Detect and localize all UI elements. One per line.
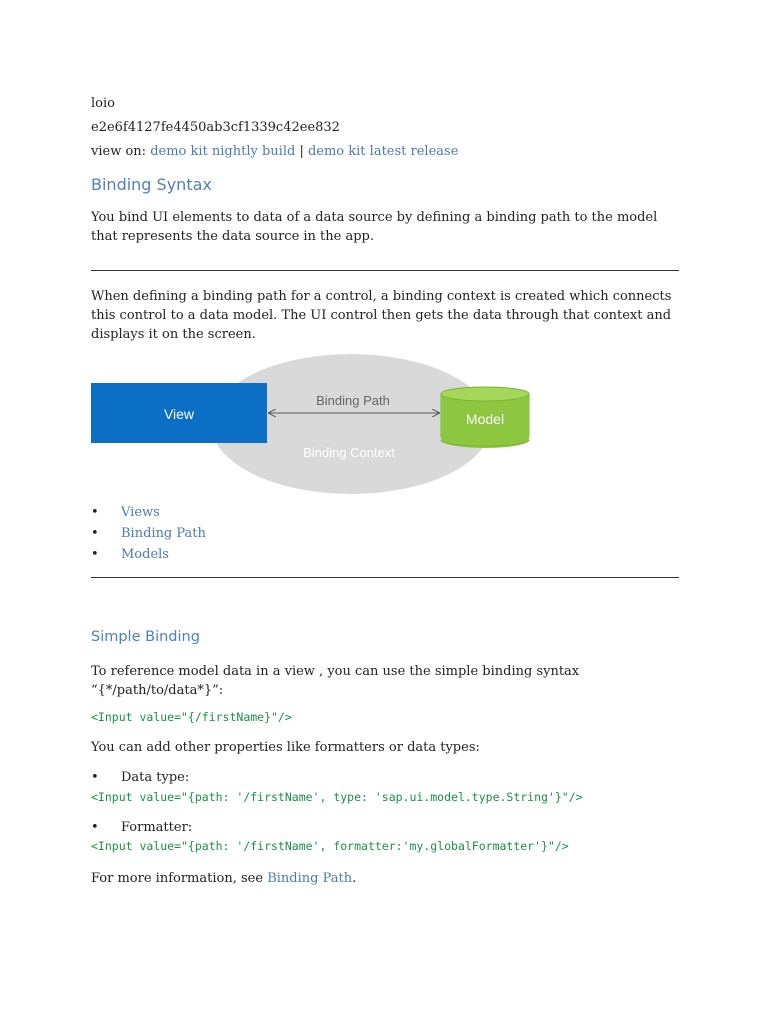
link-models[interactable]: Models xyxy=(121,547,169,562)
binding-path-label: Binding Path xyxy=(316,393,390,408)
simple-binding-heading-wrap xyxy=(91,626,200,648)
formatter-list xyxy=(91,818,192,837)
code-formatter: <Input value="{path: '/firstName', formatter:'my.globalFormatter'}"/> xyxy=(91,839,569,853)
binding-context-label: Binding Context xyxy=(303,445,395,460)
formatter-item-wrap xyxy=(91,818,192,837)
simple-binding-title: Simple Binding xyxy=(91,629,200,645)
view-on-line xyxy=(91,140,458,163)
intro-paragraph: You bind UI elements to data of a data source by defining a binding path to the model that represents the data source in the app. xyxy=(91,210,658,244)
data-type-label: Data type: xyxy=(121,770,190,785)
list-item xyxy=(91,818,192,837)
bullet-icon: • xyxy=(91,547,99,562)
code-formatter-wrap xyxy=(91,837,569,855)
loio-id: e2e6f4127fe4450ab3cf1339c42ee832 xyxy=(91,120,340,135)
data-type-item-wrap xyxy=(91,768,189,787)
more-info-prefix: For more information, see xyxy=(91,871,264,886)
code-data-type: <Input value="{path: '/firstName', type: 'sap.ui.model.type.String'}"/> xyxy=(91,790,583,804)
simple-binding-intro-wrap xyxy=(91,662,679,700)
divider-2-wrap xyxy=(91,577,679,578)
bullet-icon: • xyxy=(91,820,99,835)
intro-paragraph-wrap xyxy=(91,208,679,246)
model-label: Model xyxy=(465,411,505,427)
list-item xyxy=(91,544,206,565)
link-binding-path[interactable]: Binding Path xyxy=(121,526,206,541)
list-item xyxy=(91,523,206,544)
divider-2 xyxy=(91,577,679,578)
binding-syntax-heading-wrap xyxy=(91,173,212,197)
loio-id-line xyxy=(91,116,340,139)
bullet-icon: • xyxy=(91,770,99,785)
loio-label: loio xyxy=(91,96,115,111)
topic-links-list xyxy=(91,502,206,565)
binding-diagram xyxy=(91,354,679,494)
bullet-icon: • xyxy=(91,505,99,520)
properties-text: You can add other properties like formatters or data types: xyxy=(91,740,480,755)
simple-binding-intro-line1: To reference model data in a view , you can use the simple binding syntax xyxy=(91,664,580,679)
view-on-label: view on: xyxy=(91,144,147,159)
properties-text-wrap xyxy=(91,738,480,757)
list-item xyxy=(91,502,206,523)
more-info-binding-path-link[interactable]: Binding Path xyxy=(267,871,353,886)
demo-kit-nightly-link[interactable]: demo kit nightly build xyxy=(150,144,296,159)
data-type-list xyxy=(91,768,189,787)
formatter-label: Formatter: xyxy=(121,820,193,835)
divider-1-wrap xyxy=(91,270,679,271)
view-label: View xyxy=(163,406,195,422)
divider-1 xyxy=(91,270,679,271)
code-simple: <Input value="{/firstName}"/> xyxy=(91,710,292,724)
context-paragraph: When defining a binding path for a control, a binding context is created which connects this control to a data model. The UI control then gets the data through that context and displays it on the screen. xyxy=(91,289,672,342)
bullet-icon: • xyxy=(91,526,99,541)
code-data-type-wrap xyxy=(91,788,583,806)
loio-label-line xyxy=(91,92,115,115)
demo-kit-latest-link[interactable]: demo kit latest release xyxy=(307,144,459,159)
more-info-suffix: . xyxy=(352,871,357,886)
list-item xyxy=(91,768,189,787)
binding-diagram-svg xyxy=(91,354,679,494)
more-info-wrap xyxy=(91,869,356,888)
simple-binding-intro-line2: “{*/path/to/data*}”: xyxy=(91,683,224,698)
link-views[interactable]: Views xyxy=(121,505,160,520)
context-paragraph-wrap xyxy=(91,287,679,344)
binding-syntax-title: Binding Syntax xyxy=(91,175,212,194)
topic-links-wrap xyxy=(91,502,206,565)
code-simple-wrap xyxy=(91,708,292,726)
link-separator: | xyxy=(299,144,304,159)
